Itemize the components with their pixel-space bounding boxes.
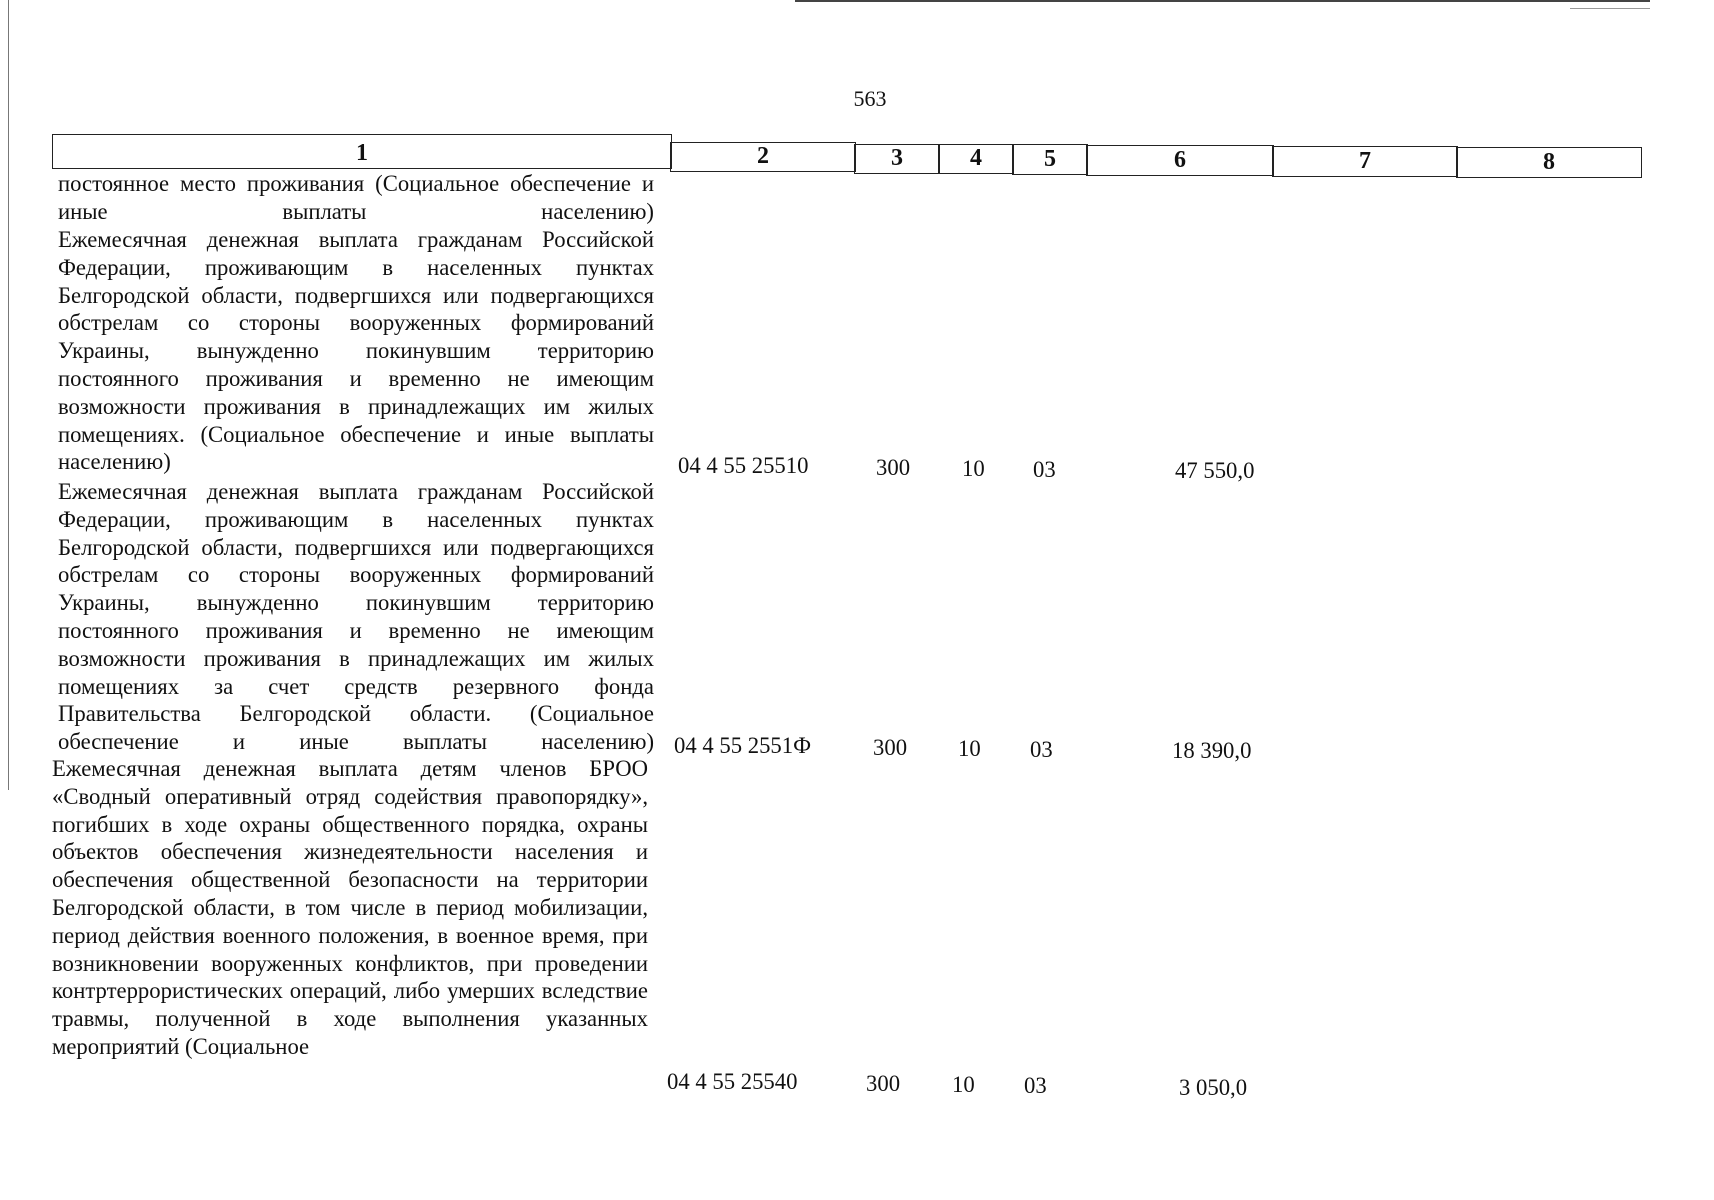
table-row-2-code: 04 4 55 2551Ф	[674, 733, 812, 758]
header-col-2: 2	[670, 142, 856, 172]
table-row-0-description: постоянное место проживания (Социальное обеспечение и иные выплаты населению)	[58, 171, 654, 224]
table-row-3-subsection: 03	[1024, 1073, 1047, 1098]
table-row-3-amount: 3 050,0	[1179, 1075, 1248, 1100]
table-row-3-type: 300	[866, 1071, 901, 1096]
table-row-2-section: 10	[958, 736, 981, 761]
table-row-1-subsection: 03	[1033, 457, 1056, 482]
table-row-2-description: Ежемесячная денежная выплата гражданам Российской Федерации, проживающим в населенных пунктах Белгородской области, подвергшихся или подвергающихся обстрелам со стороны вооруженных формирований Украины, вынужденно покинувшим территорию постоянного проживания и временно не имеющим возможности проживания в принадлежащих им жилых помещениях за счет средств резервного фонда Правительства Белгородской области. (Социальное обеспечение и иные выплаты населению)	[58, 479, 654, 755]
header-col-8: 8	[1456, 147, 1642, 178]
page-number: 563	[853, 86, 887, 111]
header-col-4: 4	[938, 144, 1014, 174]
header-col-5: 5	[1012, 144, 1088, 175]
scan-border-top	[795, 0, 1650, 2]
table-row-1-section: 10	[962, 456, 985, 481]
table-row-2-subsection: 03	[1030, 737, 1053, 762]
table-row-1-type: 300	[876, 455, 911, 480]
header-col-7: 7	[1272, 146, 1458, 177]
table-row-1-code: 04 4 55 25510	[678, 453, 809, 478]
header-col-3: 3	[854, 144, 940, 174]
scan-border-top-right	[1570, 8, 1650, 9]
table-row-3-description: Ежемесячная денежная выплата детям членов БРОО «Сводный оперативный отряд содействия правопорядку», погибших в ходе охраны общественного порядка, охраны объектов обеспечения жизнедеятельности населения и обеспечения общественной безопасности на территории Белгородской области, в том числе в период мобилизации, период действия военного положения, в военное время, при возникновении вооруженных конфликтов, при проведении контртеррористических операций, либо умерших вследствие травмы, полученной в ходе выполнения указанных мероприятий (Социальное	[52, 756, 648, 1059]
table-row-2-type: 300	[873, 735, 908, 760]
table-row-1-description: Ежемесячная денежная выплата гражданам Российской Федерации, проживающим в населенных пунктах Белгородской области, подвергшихся или подвергающихся обстрелам со стороны вооруженных формирований Украины, вынужденно покинувшим территорию постоянного проживания и временно не имеющим возможности проживания в принадлежащих им жилых помещениях. (Социальное обеспечение и иные выплаты населению)	[58, 227, 654, 475]
header-col-6: 6	[1086, 145, 1274, 176]
table-row-1-amount: 47 550,0	[1175, 458, 1255, 483]
table-row-3-code: 04 4 55 25540	[667, 1069, 798, 1094]
table-row-3-section: 10	[952, 1072, 975, 1097]
header-col-1: 1	[52, 134, 672, 169]
table-row-2-amount: 18 390,0	[1172, 738, 1252, 763]
scan-border-left	[8, 0, 9, 790]
